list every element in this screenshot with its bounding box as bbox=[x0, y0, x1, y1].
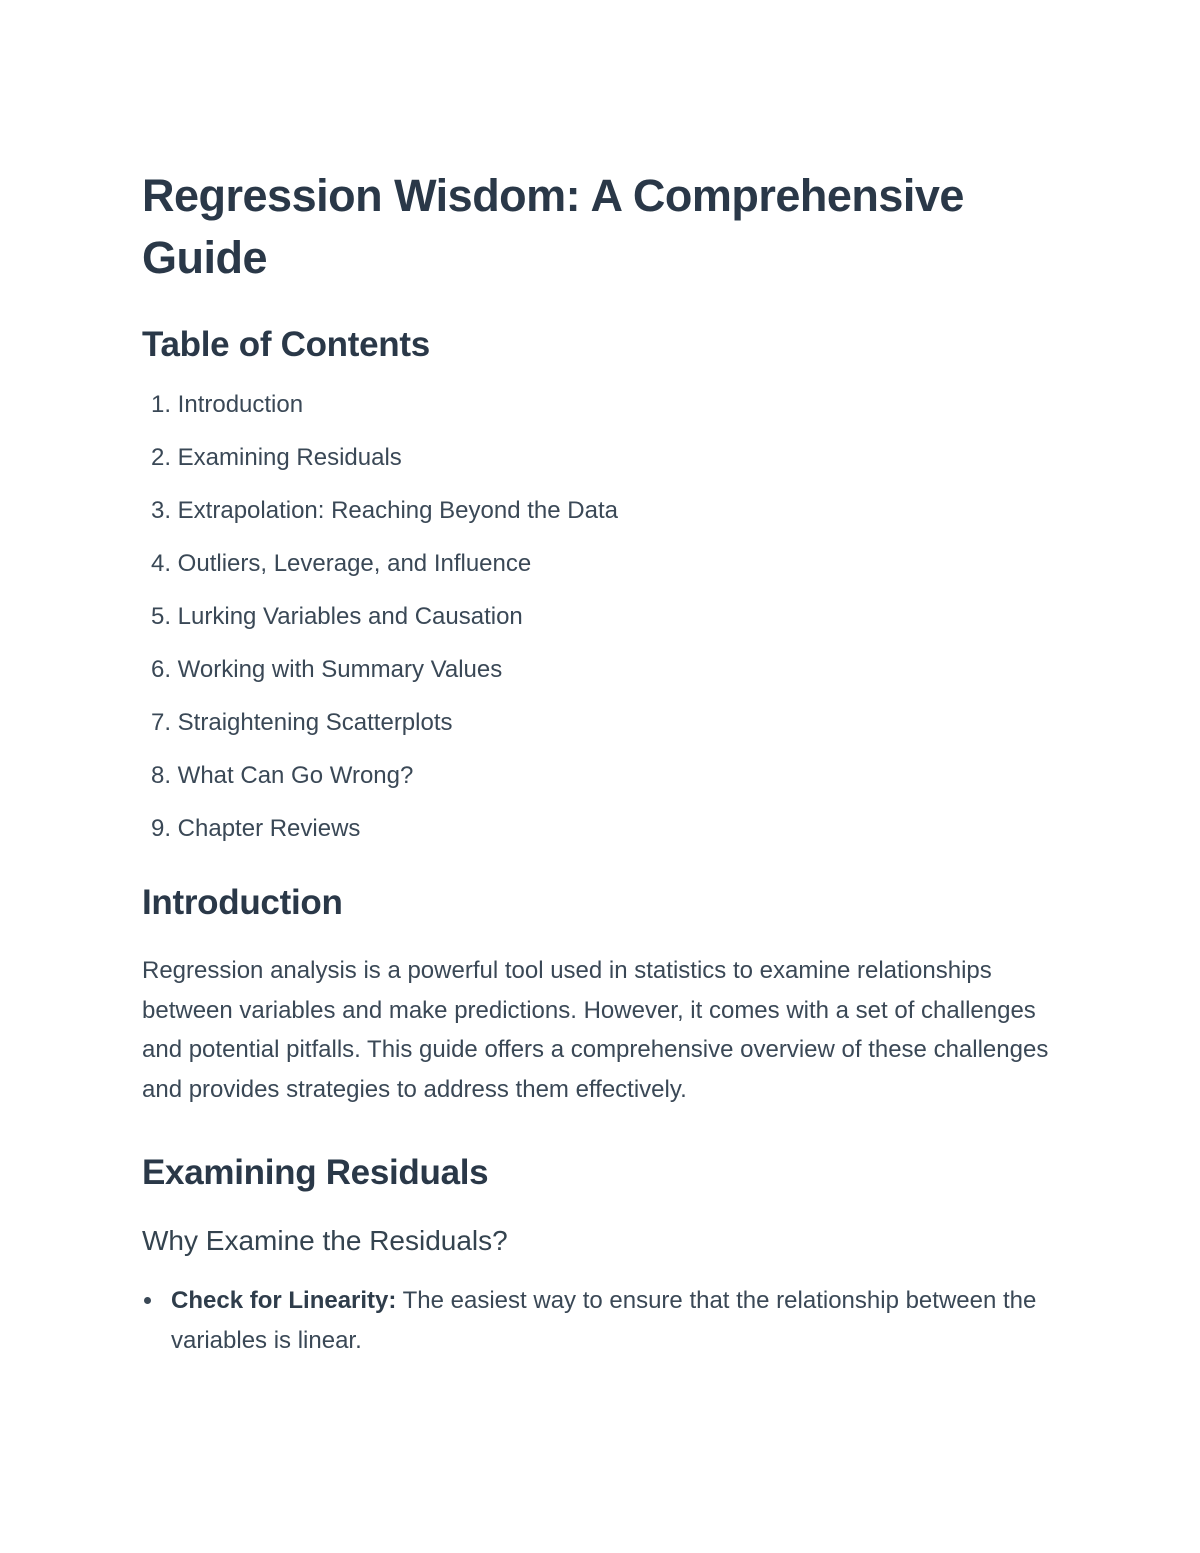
toc-item-outliers[interactable] bbox=[142, 549, 1052, 602]
toc-item-label: Extrapolation: Reaching Beyond the Data bbox=[177, 497, 618, 524]
toc-item-what-can-go-wrong[interactable] bbox=[142, 761, 1052, 814]
residuals-bullet-list bbox=[142, 1281, 1052, 1360]
toc-item-label: Outliers, Leverage, and Influence bbox=[177, 550, 532, 577]
toc-item-label: Examining Residuals bbox=[177, 444, 402, 471]
toc-item-number: 9. bbox=[150, 815, 171, 842]
bullet-dot-icon bbox=[144, 1297, 151, 1304]
table-of-contents bbox=[142, 390, 1052, 844]
why-examine-residuals-subheading: Why Examine the Residuals? bbox=[142, 1225, 508, 1256]
toc-item-extrapolation[interactable] bbox=[142, 496, 1052, 549]
toc-item-straightening[interactable] bbox=[142, 708, 1052, 761]
toc-item-summary-values[interactable] bbox=[142, 655, 1052, 708]
toc-item-number: 5. bbox=[150, 603, 171, 630]
toc-item-number: 7. bbox=[150, 709, 171, 736]
toc-item-label: Introduction bbox=[177, 391, 304, 418]
toc-item-number: 8. bbox=[150, 762, 171, 789]
document-page bbox=[142, 165, 1052, 1360]
toc-item-number: 1. bbox=[150, 391, 171, 418]
toc-item-chapter-reviews[interactable] bbox=[142, 814, 1052, 844]
bullet-item-linearity bbox=[142, 1281, 1052, 1360]
toc-item-examining-residuals[interactable] bbox=[142, 443, 1052, 496]
toc-item-label: What Can Go Wrong? bbox=[177, 762, 414, 789]
introduction-paragraph: Regression analysis is a powerful tool used in statistics to examine relationships between variables and make predictions. However, it comes with a set of challenges and potential pitfalls. This guide offers a comprehensive overview of these challenges and provides strategies to address them effectively. bbox=[142, 957, 1049, 1103]
toc-item-label: Straightening Scatterplots bbox=[177, 709, 453, 736]
bullet-text: The easiest way to ensure that the relationship between the variables is linear. bbox=[171, 1287, 1037, 1354]
toc-item-label: Lurking Variables and Causation bbox=[177, 603, 523, 630]
toc-item-label: Working with Summary Values bbox=[177, 656, 503, 683]
toc-item-number: 4. bbox=[150, 550, 171, 577]
toc-item-lurking-variables[interactable] bbox=[142, 602, 1052, 655]
toc-item-introduction[interactable] bbox=[142, 390, 1052, 443]
toc-item-number: 2. bbox=[150, 444, 171, 471]
toc-item-number: 3. bbox=[150, 497, 171, 524]
toc-item-number: 6. bbox=[150, 656, 171, 683]
toc-heading: Table of Contents bbox=[142, 325, 430, 364]
introduction-heading: Introduction bbox=[142, 883, 343, 922]
toc-item-label: Chapter Reviews bbox=[177, 815, 361, 842]
document-title: Regression Wisdom: A Comprehensive Guide bbox=[142, 170, 964, 283]
bullet-term: Check for Linearity: bbox=[171, 1287, 397, 1314]
examining-residuals-heading: Examining Residuals bbox=[142, 1153, 489, 1192]
